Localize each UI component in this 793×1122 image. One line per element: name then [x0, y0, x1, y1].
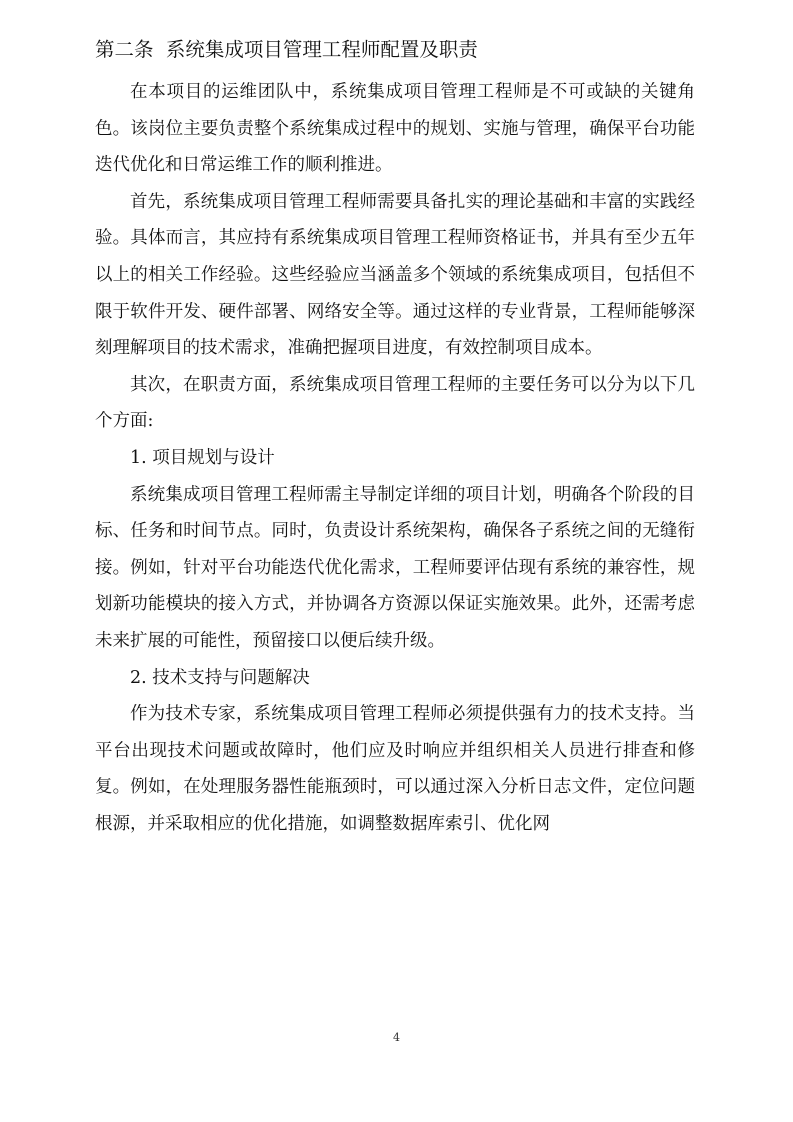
section-heading: 第二条 系统集成项目管理工程师配置及职责: [95, 38, 478, 61]
paragraph-planning: 系统集成项目管理工程师需主导制定详细的项目计划，明确各个阶段的目标、任务和时间节点。同时，负责设计系统架构，确保各子系统之间的无缝衔接。例如，针对平台功能迭代优化需求，工程师要评估现有系统的兼容性，规划新功能模块的接入方式，并协调各方资源以保证实施效果。此外，还需考虑未来扩展的可能性，预留接口以便后续升级。: [95, 484, 695, 651]
page-content: [95, 32, 695, 842]
subheading-tech-support: 2. 技术支持与问题解决: [130, 667, 310, 688]
page-number: 4: [393, 1031, 400, 1044]
paragraph-duties-intro: 其次，在职责方面，系统集成项目管理工程师的主要任务可以分为以下几个方面:: [95, 374, 695, 432]
paragraph-qualifications: 首先，系统集成项目管理工程师需要具备扎实的理论基础和丰富的实践经验。具体而言，其应持有系统集成项目管理工程师资格证书，并具有至少五年以上的相关工作经验。这些经验应当涵盖多个领域的系统集成项目，包括但不限于软件开发、硬件部署、网络安全等。通过这样的专业背景，工程师能够深刻理解项目的技术需求，准确把握项目进度，有效控制项目成本。: [95, 191, 695, 359]
paragraph-tech-support: 作为技术专家，系统集成项目管理工程师必须提供强有力的技术支持。当平台出现技术问题或故障时，他们应及时响应并组织相关人员进行排查和修复。例如，在处理服务器性能瓶颈时，可以通过深入分析日志文件，定位问题根源，并采取相应的优化措施，如调整数据库索引、优化网: [95, 704, 695, 834]
paragraph-intro: 在本项目的运维团队中，系统集成项目管理工程师是不可或缺的关键角色。该岗位主要负责整个系统集成过程中的规划、实施与管理，确保平台功能迭代优化和日常运维工作的顺利推进。: [95, 82, 695, 176]
subheading-planning: 1. 项目规划与设计: [130, 447, 275, 468]
